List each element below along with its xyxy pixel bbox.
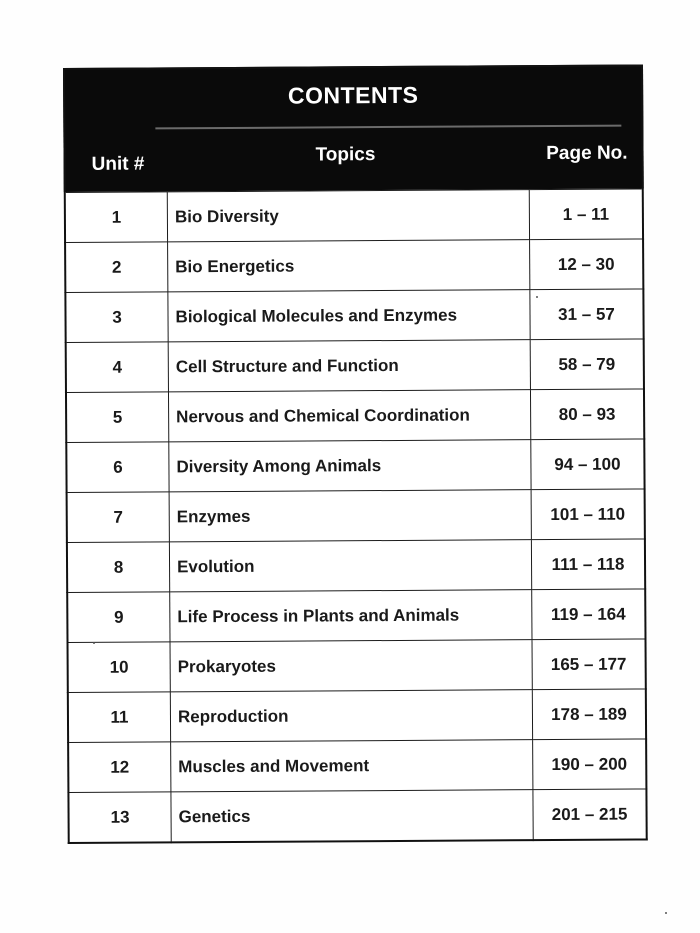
page-range: 94 – 100 <box>531 439 645 490</box>
scan-speck <box>93 642 95 644</box>
topic-title: Evolution <box>169 540 531 592</box>
contents-table-block <box>63 64 648 844</box>
table-row <box>67 539 645 593</box>
topic-title: Prokaryotes <box>170 640 532 692</box>
scan-speck <box>665 912 667 914</box>
table-row <box>68 689 646 743</box>
scan-speck <box>536 296 538 298</box>
column-header-topics: Topics <box>315 144 376 166</box>
table-row <box>67 589 645 643</box>
page-range: 12 – 30 <box>530 239 644 290</box>
table-row <box>66 339 644 393</box>
table-row <box>65 189 643 243</box>
unit-number: 13 <box>68 792 171 843</box>
page-range: 80 – 93 <box>530 389 644 440</box>
unit-number: 2 <box>65 242 168 293</box>
header-divider <box>155 125 621 130</box>
topic-title: Muscles and Movement <box>171 740 533 792</box>
topic-title: Reproduction <box>170 690 532 742</box>
table-row <box>65 239 643 293</box>
unit-number: 10 <box>68 642 171 693</box>
topic-title: Nervous and Chemical Coordination <box>168 390 530 442</box>
column-header-page-no: Page No. <box>546 142 628 165</box>
unit-number: 8 <box>67 542 170 593</box>
topic-title: Bio Energetics <box>168 240 530 292</box>
page-range: 101 – 110 <box>531 489 645 540</box>
topic-title: Diversity Among Animals <box>169 440 531 492</box>
page-range: 201 – 215 <box>533 789 647 840</box>
page-range: 58 – 79 <box>530 339 644 390</box>
page-range: 119 – 164 <box>532 589 646 640</box>
table-row <box>66 389 644 443</box>
topic-title: Enzymes <box>169 490 531 542</box>
unit-number: 3 <box>65 292 168 343</box>
page-range: 111 – 118 <box>531 539 645 590</box>
unit-number: 5 <box>66 392 169 443</box>
unit-number: 11 <box>68 692 171 743</box>
topic-title: Biological Molecules and Enzymes <box>168 290 530 342</box>
page-range: 190 – 200 <box>533 739 647 790</box>
table-row <box>65 289 643 343</box>
page-range: 165 – 177 <box>532 639 646 690</box>
unit-number: 9 <box>67 592 170 643</box>
table-row <box>66 439 644 493</box>
page-range: 178 – 189 <box>532 689 646 740</box>
topic-title: Genetics <box>171 790 533 843</box>
topic-title: Cell Structure and Function <box>168 340 530 392</box>
page-title: CONTENTS <box>287 81 419 109</box>
table-row <box>68 739 646 793</box>
page-range: 1 – 11 <box>529 189 643 240</box>
unit-number: 6 <box>66 442 169 493</box>
table-row <box>67 489 645 543</box>
page-range: 31 – 57 <box>530 289 644 340</box>
unit-number: 1 <box>65 192 168 243</box>
contents-table <box>64 188 648 844</box>
unit-number: 7 <box>67 492 170 543</box>
table-row <box>68 639 646 693</box>
column-header-unit: Unit # <box>91 153 145 175</box>
topic-title: Life Process in Plants and Animals <box>170 590 532 642</box>
topic-title: Bio Diversity <box>167 190 529 242</box>
unit-number: 4 <box>66 342 169 393</box>
table-row <box>68 789 646 843</box>
unit-number: 12 <box>68 742 171 793</box>
contents-header <box>63 64 644 192</box>
